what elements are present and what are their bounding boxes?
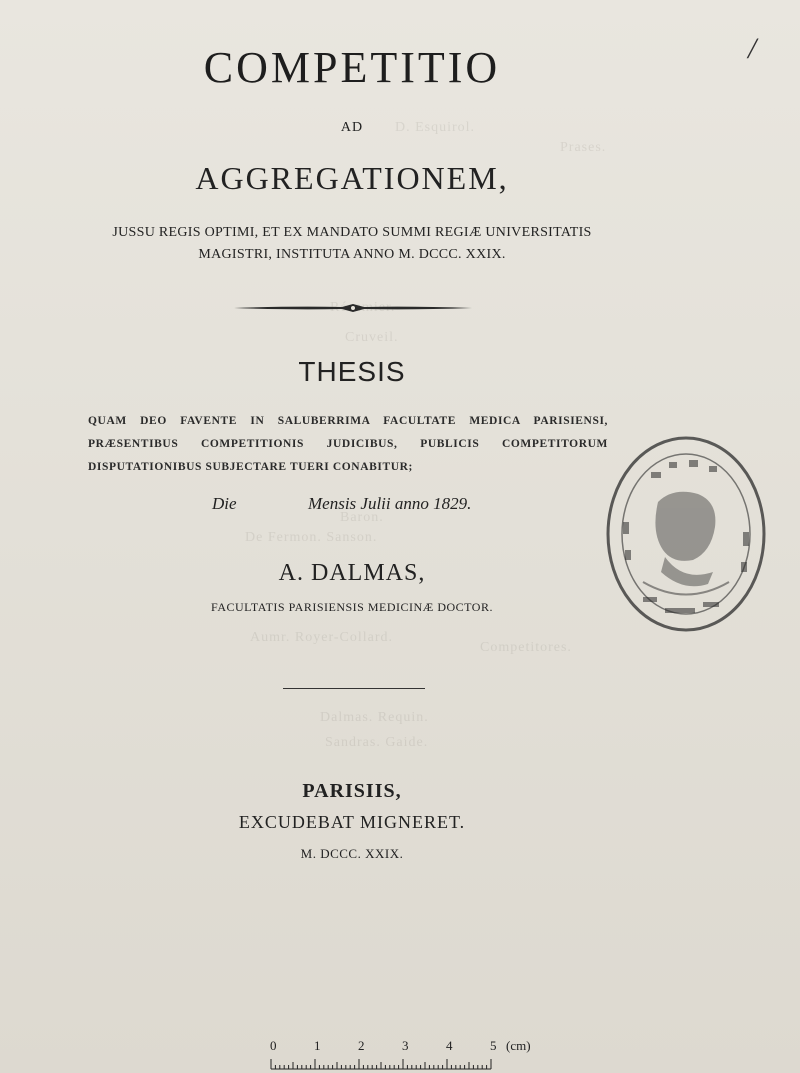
scale-tick-label: 5 [490,1038,497,1053]
bleed-through: Prases. [560,140,607,155]
ornamental-rule [232,300,474,316]
bleed-through: Sandras. Gaide. [325,735,429,750]
date-text: Mensis Julii anno 1829. [308,494,472,513]
dedication-paragraph: QUAM DEO FAVENTE IN SALUBERRIMA FACULTATE MEDICA PARISIENSI, PRÆSENTIBUS COMPETITIONIS JUDICIBUS, PUBLICIS COMPETITORUM DISPUTATIONIBUS SUBJECTARE TUERI CONABITUR; [88,415,608,473]
printer-line: EXCUDEBAT MIGNERET. [238,812,466,832]
ad-line: AD [340,120,364,135]
library-stamp-icon [603,432,769,636]
bleed-through: Dalmas. Requin. [320,710,429,725]
scale-tick-label: 3 [402,1038,409,1053]
author-title: FACULTATIS PARISIENSIS MEDICINÆ DOCTOR. [211,600,493,614]
bleed-through: Aumr. Royer-Collard. [250,630,393,645]
jussu-block [0,222,752,266]
aggregationem-heading: AGGREGATIONEM, [195,160,509,196]
author-name: A. DALMAS, [278,560,426,586]
scale-tick-label: 4 [446,1038,453,1053]
document-title: COMPETITIO [203,43,501,92]
handwritten-mark: / [748,32,757,65]
date-line [212,494,471,514]
bleed-through: De Fermon. Sanson. [245,530,378,545]
place-of-publication: PARISIIS, [302,780,402,802]
bleed-through: Cruveil. [345,330,399,345]
divider-rule [283,688,425,689]
bleed-through: Competitores. [480,640,572,655]
bleed-through: Baron. [340,510,384,525]
publication-year: M. DCCC. XXIX. [300,846,404,861]
jussu-line-2: MAGISTRI, INSTITUTA ANNO M. DCCC. XXIX. [198,247,506,262]
scale-labels [270,1038,550,1056]
bleed-through: D. Esquirol. [395,120,476,135]
scale-ruler [270,1056,500,1072]
scale-tick-label: 0 [270,1038,277,1053]
scale-tick-label: 1 [314,1038,321,1053]
die-label: Die [212,494,237,513]
jussu-line-1: JUSSU REGIS OPTIMI, ET EX MANDATO SUMMI REGIÆ UNIVERSITATIS [112,225,592,240]
scale-tick-label: 2 [358,1038,365,1053]
thesis-heading: THESIS [298,356,406,387]
scale-unit-label: (cm) [506,1038,531,1053]
